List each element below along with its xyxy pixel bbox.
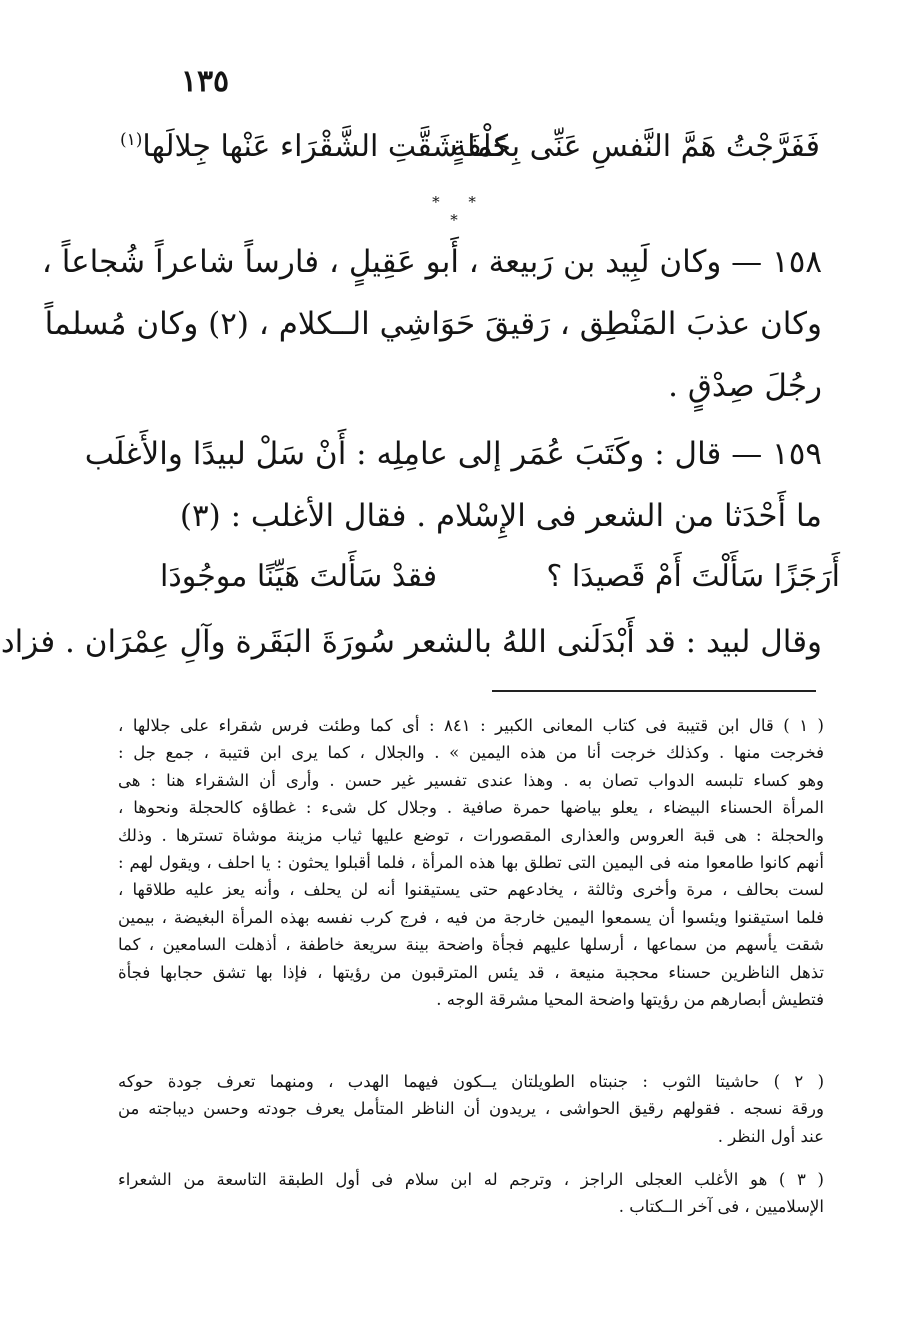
paragraph-159-line: ما أَحْدَثا من الشعر فى الإِسْلام . فقال الأغلب : (٣) xyxy=(179,498,822,534)
paragraph-158-line: وكان عذبَ المَنْطِق ، رَقيقَ حَوَاشِي الــكلام ، (٢) وكان مُسلماً xyxy=(44,306,822,342)
footnote-3-line: الإسلاميين ، فى آخر الــكتاب . xyxy=(618,1197,824,1217)
footnote-2-line: ( ٢ ) حاشيتا الثوب : جنبتاه الطويلتان يــكون فيهما الهدب ، ومنهما تعرف جودة حوكه xyxy=(118,1072,824,1091)
paragraph-159 xyxy=(84,423,822,547)
footnote-separator-rule xyxy=(492,690,816,692)
footnote-3-line: ( ٣ ) هو الأغلب العجلى الراجز ، وترجم له ابن سلام فى أول الطبقة التاسعة من الشعراء xyxy=(118,1170,824,1189)
verse-1-first-hemistich-text: فَفَرَّجْتُ هَمَّ النَّفسِ عَنِّى بِحَلْفَةٍ xyxy=(451,129,820,164)
footnote-1 xyxy=(118,712,824,1013)
footnote-1-line: ( ١ ) قال ابن قتيبة فى كتاب المعانى الكبير : ٨٤١ : أى كما وطئت فرس شقراء على جلالها ، xyxy=(118,716,824,735)
paragraph-158-line: رجُلَ صِدْقٍ . xyxy=(668,368,822,404)
footnote-1-line: فتطيش أبصارهم من رؤيتها واضحة المحيا مشرقة الوجه . xyxy=(436,990,824,1010)
verse-1-second-hemistich-text: كما شَقَّتِ الشَّقْرَاء عَنْها جِلالَها xyxy=(142,129,508,164)
footnote-1-line: أنهم كانوا طامعوا منه فى اليمين التى تطلق بها هذه المرأة ، فلما أقبلوا يحثون : يا احلف ، ويقول لهم : xyxy=(118,853,824,873)
verse-1-second-hemistich xyxy=(120,122,508,172)
paragraph-158-line: ١٥٨ — وكان لَبِيد بن رَبيعة ، أَبو عَقِيلٍ ، فارساً شاعراً شُجاعاً ، xyxy=(41,244,822,280)
footnote-1-line: فخرجت منها . وكذلك خرجت أنا من هذه اليمين » . والجلال ، كما يرى ابن قتيبة ، جمع جل : xyxy=(118,743,824,763)
footnote-1-line: فلما استيقنوا ويئسوا أن يسمعوا اليمين خارجة من فيه ، فرج كرب نفسه بهذه المرأة البغيضة ، بيمين xyxy=(118,907,824,927)
footnote-1-line: شقت يأسهم من سماعها ، أرسلها عليهم فجأة واضحة بينة سريعة خاطفة ، أذهلت السامعين ، كما xyxy=(118,935,824,955)
footnote-2-line: عند أول النظر . xyxy=(717,1126,824,1146)
footnote-3 xyxy=(118,1166,824,1221)
footnote-ref-1[interactable]: (١) xyxy=(120,130,143,150)
paragraph-lubaid xyxy=(0,611,822,673)
paragraph-lubaid-line: وقال لبيد : قد أَبْدَلَنى اللهُ بالشعر سُورَةَ البَقَرة وآلِ عِمْرَان . فزاد xyxy=(0,624,822,660)
paragraph-158 xyxy=(41,231,822,417)
footnote-1-line: تذهل الناظرين حسناء محجبة منيعة ، قد يئس المترقبون من رؤيتها ، فإذا بها تشق حجابها فجأة xyxy=(118,962,824,982)
footnote-2-line: ورقة نسجه . فقولهم رقيق الحواشى ، يريدون أن الناظر المتأمل يعرف جودته وحسن ديباجته من xyxy=(118,1099,824,1119)
footnote-1-line: لست بحالف ، مرة وأخرى وثالثة ، يخادعهم حتى يستيقنوا أنه لن يحلف ، وأنه يعز عليه طلاقها ، xyxy=(118,880,824,900)
footnote-2 xyxy=(118,1068,824,1150)
section-separator: * * * xyxy=(432,193,488,229)
page-number: ١٣٥ xyxy=(180,64,230,99)
verse-2-second-hemistich: فقدْ سَأَلتَ هَيِّنًا موجُودَا xyxy=(160,559,438,594)
footnote-1-line: المرأة الحسناء البيضاء ، يعلو بياضها حمرة صافية . وجلال كل شىء : غطاؤه كالحجلة ونحوها ، xyxy=(118,798,824,818)
footnote-1-line: وهو كساء تلبسه الدواب تصان به . وهذا عندى تفسير غير حسن . وأرى أن الشقراء هنا : هى xyxy=(118,770,824,790)
paragraph-159-line: ١٥٩ — قال : وكَتَبَ عُمَر إلى عامِلِه : أَنْ سَلْ لبيدًا والأَغلَب xyxy=(84,436,822,472)
verse-2-first-hemistich: أَرَجَزًا سَأَلْتَ أَمْ قَصيدَا ؟ xyxy=(546,559,840,594)
footnote-1-line: والحجلة : هى قبة العروس والعذارى المقصورات ، توضع عليها ثياب مزينة موشاة تسترها . وذلك xyxy=(118,825,824,845)
